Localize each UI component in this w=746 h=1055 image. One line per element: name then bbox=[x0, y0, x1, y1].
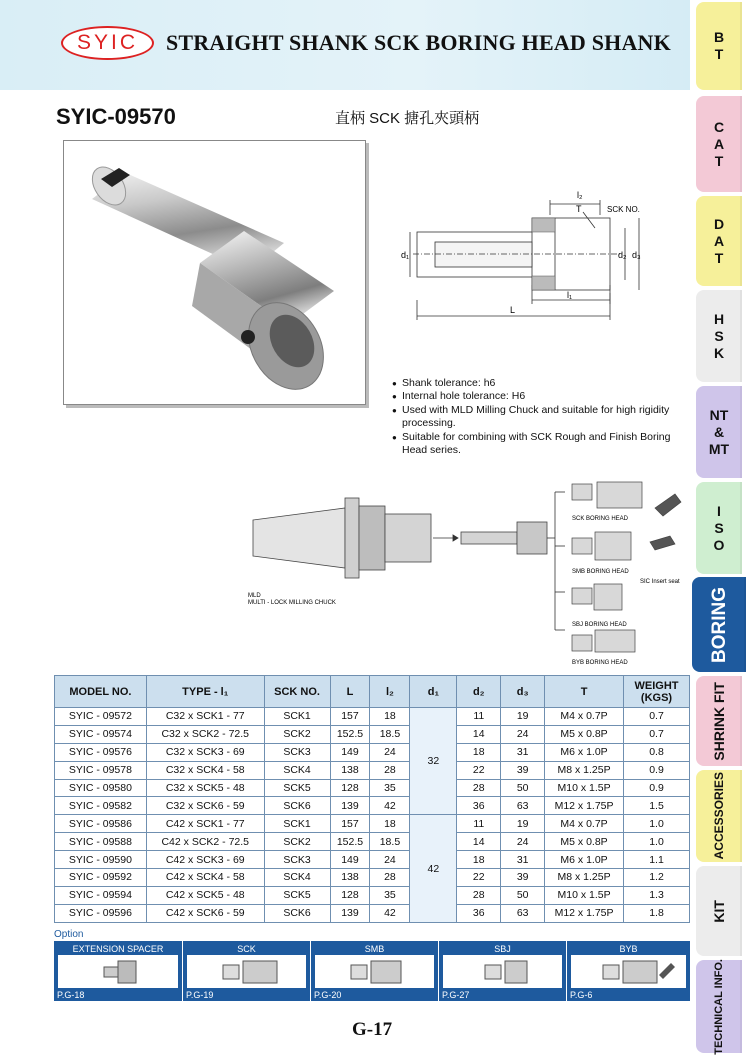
table-cell: SCK5 bbox=[264, 779, 330, 797]
table-cell: SYIC - 09572 bbox=[55, 708, 147, 726]
table-row bbox=[55, 761, 690, 779]
table-cell: SCK2 bbox=[264, 725, 330, 743]
tab-label: SHRINK FIT bbox=[710, 681, 727, 761]
table-cell: SYIC - 09576 bbox=[55, 743, 147, 761]
section-tabs bbox=[692, 0, 746, 1055]
table-row bbox=[55, 797, 690, 815]
tab-boring[interactable] bbox=[692, 577, 746, 672]
tab-iso[interactable] bbox=[696, 482, 742, 574]
table-cell: SCK6 bbox=[264, 797, 330, 815]
label-d3: d₃ bbox=[632, 250, 641, 260]
feature-item: ● Shank tolerance: h6 bbox=[392, 377, 692, 390]
table-cell: C42 x SCK4 - 58 bbox=[146, 869, 264, 887]
table-cell: 22 bbox=[457, 869, 501, 887]
option-sck[interactable] bbox=[182, 941, 310, 1001]
byb-head-label: BYB BORING HEAD bbox=[572, 660, 628, 666]
table-row bbox=[55, 886, 690, 904]
sbj-head-icon bbox=[443, 955, 563, 988]
table-cell: C42 x SCK1 - 77 bbox=[146, 815, 264, 833]
table-cell: 149 bbox=[330, 743, 370, 761]
table-row bbox=[55, 851, 690, 869]
tab-label: ACCESSORIES bbox=[711, 772, 726, 860]
table-cell: 24 bbox=[370, 851, 410, 869]
table-cell: SYIC - 09594 bbox=[55, 886, 147, 904]
mld-desc: MULTI - LOCK MILLING CHUCK bbox=[248, 600, 336, 606]
sck-head-icon bbox=[187, 955, 307, 988]
option-byb[interactable] bbox=[566, 941, 690, 1001]
table-cell: 149 bbox=[330, 851, 370, 869]
table-cell: 31 bbox=[501, 743, 545, 761]
column-header: d₂ bbox=[457, 676, 501, 708]
column-header: SCK NO. bbox=[264, 676, 330, 708]
column-header: TYPE - l₁ bbox=[146, 676, 264, 708]
page-title: STRAIGHT SHANK SCK BORING HEAD SHANK bbox=[166, 30, 671, 55]
table-cell: C32 x SCK6 - 59 bbox=[146, 797, 264, 815]
mld-label: MLD bbox=[248, 593, 261, 599]
table-cell: 28 bbox=[457, 779, 501, 797]
option-label: Option bbox=[54, 929, 84, 940]
product-photo bbox=[63, 140, 366, 405]
table-cell: 31 bbox=[501, 851, 545, 869]
table-cell: M8 x 1.25P bbox=[545, 761, 624, 779]
table-cell: 0.9 bbox=[623, 779, 689, 797]
table-cell: M4 x 0.7P bbox=[545, 708, 624, 726]
table-cell: 28 bbox=[457, 886, 501, 904]
label-d1: d₁ bbox=[401, 250, 410, 260]
spec-table-header bbox=[55, 676, 690, 708]
dimension-drawing bbox=[395, 180, 655, 325]
option-name: SCK bbox=[237, 944, 256, 954]
column-header: WEIGHT (KGS) bbox=[623, 676, 689, 708]
table-row bbox=[55, 904, 690, 922]
table-cell: 1.1 bbox=[623, 851, 689, 869]
table-cell: 42 bbox=[370, 797, 410, 815]
column-header: d₁ bbox=[410, 676, 457, 708]
table-cell: 1.2 bbox=[623, 869, 689, 887]
table-row bbox=[55, 815, 690, 833]
table-cell: SCK3 bbox=[264, 851, 330, 869]
tab-label: BORING bbox=[708, 586, 730, 663]
tab-kit[interactable] bbox=[696, 866, 742, 956]
extension-spacer-icon bbox=[58, 955, 178, 988]
spec-table bbox=[54, 675, 690, 923]
table-cell: SYIC - 09574 bbox=[55, 725, 147, 743]
table-cell: 14 bbox=[457, 725, 501, 743]
table-cell: M5 x 0.8P bbox=[545, 725, 624, 743]
column-header: l₂ bbox=[370, 676, 410, 708]
table-cell: SYIC - 09586 bbox=[55, 815, 147, 833]
table-row bbox=[55, 779, 690, 797]
table-cell: 1.0 bbox=[623, 815, 689, 833]
tab-shrink-fit[interactable] bbox=[696, 676, 742, 766]
table-cell: M4 x 0.7P bbox=[545, 815, 624, 833]
table-cell: 18.5 bbox=[370, 725, 410, 743]
table-cell: M10 x 1.5P bbox=[545, 886, 624, 904]
table-cell: SYIC - 09580 bbox=[55, 779, 147, 797]
table-cell: 11 bbox=[457, 708, 501, 726]
table-cell: 19 bbox=[501, 708, 545, 726]
sic-insert-label: SIC Insert seat bbox=[640, 579, 680, 585]
d1-group-cell: 42 bbox=[410, 815, 457, 922]
tab-label: C A T bbox=[713, 118, 725, 169]
assembly-diagram bbox=[245, 480, 690, 670]
table-cell: 1.0 bbox=[623, 833, 689, 851]
table-cell: 18 bbox=[457, 851, 501, 869]
table-cell: C42 x SCK2 - 72.5 bbox=[146, 833, 264, 851]
table-row bbox=[55, 725, 690, 743]
tab-accessories[interactable] bbox=[696, 770, 742, 862]
table-cell: 63 bbox=[501, 904, 545, 922]
feature-item: ● Suitable for combining with SCK Rough and Finish Boring Head series. bbox=[392, 431, 692, 458]
table-cell: M12 x 1.75P bbox=[545, 797, 624, 815]
table-cell: SCK6 bbox=[264, 904, 330, 922]
feature-item: ● Internal hole tolerance: H6 bbox=[392, 390, 692, 403]
spec-table-body bbox=[55, 708, 690, 923]
option-image bbox=[58, 955, 178, 988]
table-cell: 0.8 bbox=[623, 743, 689, 761]
table-cell: 24 bbox=[501, 725, 545, 743]
option-sbj[interactable] bbox=[438, 941, 566, 1001]
table-cell: 39 bbox=[501, 869, 545, 887]
table-cell: 24 bbox=[501, 833, 545, 851]
table-cell: 18 bbox=[370, 708, 410, 726]
byb-head-icon bbox=[571, 955, 687, 988]
table-cell: M5 x 0.8P bbox=[545, 833, 624, 851]
column-header: L bbox=[330, 676, 370, 708]
option-extension-spacer[interactable] bbox=[54, 941, 182, 1001]
table-cell: C42 x SCK5 - 48 bbox=[146, 886, 264, 904]
tab-label: D A T bbox=[713, 215, 725, 266]
table-cell: 157 bbox=[330, 708, 370, 726]
table-cell: C32 x SCK5 - 48 bbox=[146, 779, 264, 797]
table-cell: 14 bbox=[457, 833, 501, 851]
label-l1: l₁ bbox=[567, 290, 573, 300]
table-cell: SCK1 bbox=[264, 708, 330, 726]
table-cell: SYIC - 09582 bbox=[55, 797, 147, 815]
tab-label: TECHNICAL INFO. bbox=[712, 958, 725, 1055]
table-cell: SYIC - 09578 bbox=[55, 761, 147, 779]
column-header: MODEL NO. bbox=[55, 676, 147, 708]
option-name: EXTENSION SPACER bbox=[72, 944, 164, 954]
option-page: P.G-18 bbox=[57, 990, 85, 1000]
table-cell: 35 bbox=[370, 779, 410, 797]
table-cell: SCK4 bbox=[264, 869, 330, 887]
table-cell: 128 bbox=[330, 779, 370, 797]
table-cell: SCK1 bbox=[264, 815, 330, 833]
feature-list bbox=[392, 377, 692, 457]
table-row bbox=[55, 833, 690, 851]
table-cell: 63 bbox=[501, 797, 545, 815]
option-image bbox=[315, 955, 434, 988]
option-image bbox=[443, 955, 562, 988]
option-page: P.G-20 bbox=[314, 990, 342, 1000]
table-cell: SCK3 bbox=[264, 743, 330, 761]
column-header: d₃ bbox=[501, 676, 545, 708]
smb-head-label: SMB BORING HEAD bbox=[572, 569, 629, 575]
table-cell: 24 bbox=[370, 743, 410, 761]
table-cell: 18 bbox=[457, 743, 501, 761]
label-t: T bbox=[576, 204, 582, 214]
brand-logo: SYIC bbox=[61, 26, 154, 60]
label-l2: l₂ bbox=[577, 190, 583, 200]
table-cell: 19 bbox=[501, 815, 545, 833]
table-cell: 1.8 bbox=[623, 904, 689, 922]
table-cell: 152.5 bbox=[330, 833, 370, 851]
table-cell: 50 bbox=[501, 886, 545, 904]
table-cell: 157 bbox=[330, 815, 370, 833]
table-cell: C42 x SCK3 - 69 bbox=[146, 851, 264, 869]
table-cell: 18 bbox=[370, 815, 410, 833]
table-cell: 36 bbox=[457, 904, 501, 922]
option-page: P.G-6 bbox=[570, 990, 593, 1000]
table-cell: M6 x 1.0P bbox=[545, 851, 624, 869]
option-image bbox=[571, 955, 686, 988]
table-cell: 138 bbox=[330, 761, 370, 779]
option-name: BYB bbox=[619, 944, 638, 954]
table-cell: 36 bbox=[457, 797, 501, 815]
table-cell: 28 bbox=[370, 869, 410, 887]
table-cell: 0.9 bbox=[623, 761, 689, 779]
table-cell: 42 bbox=[370, 904, 410, 922]
table-cell: C32 x SCK3 - 69 bbox=[146, 743, 264, 761]
table-cell: C32 x SCK4 - 58 bbox=[146, 761, 264, 779]
table-cell: 39 bbox=[501, 761, 545, 779]
table-cell: 128 bbox=[330, 886, 370, 904]
d1-group-cell: 32 bbox=[410, 708, 457, 815]
table-cell: M12 x 1.75P bbox=[545, 904, 624, 922]
table-cell: 50 bbox=[501, 779, 545, 797]
model-name-cn: 直柄 SCK 搪孔夾頭柄 bbox=[335, 110, 480, 127]
tab-technical-info[interactable] bbox=[696, 960, 742, 1053]
tab-bt[interactable] bbox=[696, 2, 742, 90]
feature-item: ● Used with MLD Milling Chuck and suitable for high rigidity processing. bbox=[392, 404, 692, 431]
label-sck-no: SCK NO. bbox=[607, 205, 640, 214]
table-cell: C32 x SCK1 - 77 bbox=[146, 708, 264, 726]
table-row bbox=[55, 869, 690, 887]
option-page: P.G-19 bbox=[186, 990, 214, 1000]
table-cell: 0.7 bbox=[623, 725, 689, 743]
table-cell: 22 bbox=[457, 761, 501, 779]
option-image bbox=[187, 955, 306, 988]
table-cell: 152.5 bbox=[330, 725, 370, 743]
tab-label: I S O bbox=[713, 502, 725, 553]
table-cell: M6 x 1.0P bbox=[545, 743, 624, 761]
tab-label: H S K bbox=[713, 310, 725, 361]
tab-dat[interactable] bbox=[696, 196, 742, 286]
table-cell: 139 bbox=[330, 797, 370, 815]
sck-head-label: SCK BORING HEAD bbox=[572, 516, 629, 522]
tab-label: B T bbox=[713, 29, 725, 62]
tab-nt-mt[interactable] bbox=[696, 386, 742, 478]
table-cell: 0.7 bbox=[623, 708, 689, 726]
table-cell: 18.5 bbox=[370, 833, 410, 851]
label-d2: d₂ bbox=[618, 250, 627, 260]
table-cell: 138 bbox=[330, 869, 370, 887]
table-cell: M10 x 1.5P bbox=[545, 779, 624, 797]
model-title: SYIC-09570 bbox=[56, 104, 176, 129]
smb-head-icon bbox=[315, 955, 435, 988]
table-cell: SYIC - 09592 bbox=[55, 869, 147, 887]
table-row bbox=[55, 708, 690, 726]
table-cell: 11 bbox=[457, 815, 501, 833]
table-cell: 1.5 bbox=[623, 797, 689, 815]
table-cell: 139 bbox=[330, 904, 370, 922]
tab-label: NT & MT bbox=[708, 406, 730, 457]
table-cell: M8 x 1.25P bbox=[545, 869, 624, 887]
column-header: T bbox=[545, 676, 624, 708]
table-cell: 1.3 bbox=[623, 886, 689, 904]
table-cell: C32 x SCK2 - 72.5 bbox=[146, 725, 264, 743]
table-cell: 35 bbox=[370, 886, 410, 904]
label-length: L bbox=[510, 305, 516, 315]
option-smb[interactable] bbox=[310, 941, 438, 1001]
option-bar bbox=[54, 941, 690, 1001]
shank-cross-section bbox=[395, 180, 655, 325]
option-name: SBJ bbox=[494, 944, 511, 954]
table-cell: SCK2 bbox=[264, 833, 330, 851]
assembly-illustration bbox=[245, 480, 690, 670]
boring-shank-illustration bbox=[64, 141, 366, 405]
tab-hsk[interactable] bbox=[696, 290, 742, 382]
option-name: SMB bbox=[364, 944, 385, 954]
table-cell: SYIC - 09590 bbox=[55, 851, 147, 869]
table-cell: SYIC - 09596 bbox=[55, 904, 147, 922]
table-cell: SCK4 bbox=[264, 761, 330, 779]
table-cell: SCK5 bbox=[264, 886, 330, 904]
page-number: G-17 bbox=[352, 1019, 393, 1040]
table-cell: 28 bbox=[370, 761, 410, 779]
option-page: P.G-27 bbox=[442, 990, 470, 1000]
table-cell: C42 x SCK6 - 59 bbox=[146, 904, 264, 922]
table-cell: SYIC - 09588 bbox=[55, 833, 147, 851]
tab-cat[interactable] bbox=[696, 96, 742, 192]
table-row bbox=[55, 743, 690, 761]
tab-label: KIT bbox=[710, 899, 727, 923]
sbj-head-label: SBJ BORING HEAD bbox=[572, 622, 627, 628]
